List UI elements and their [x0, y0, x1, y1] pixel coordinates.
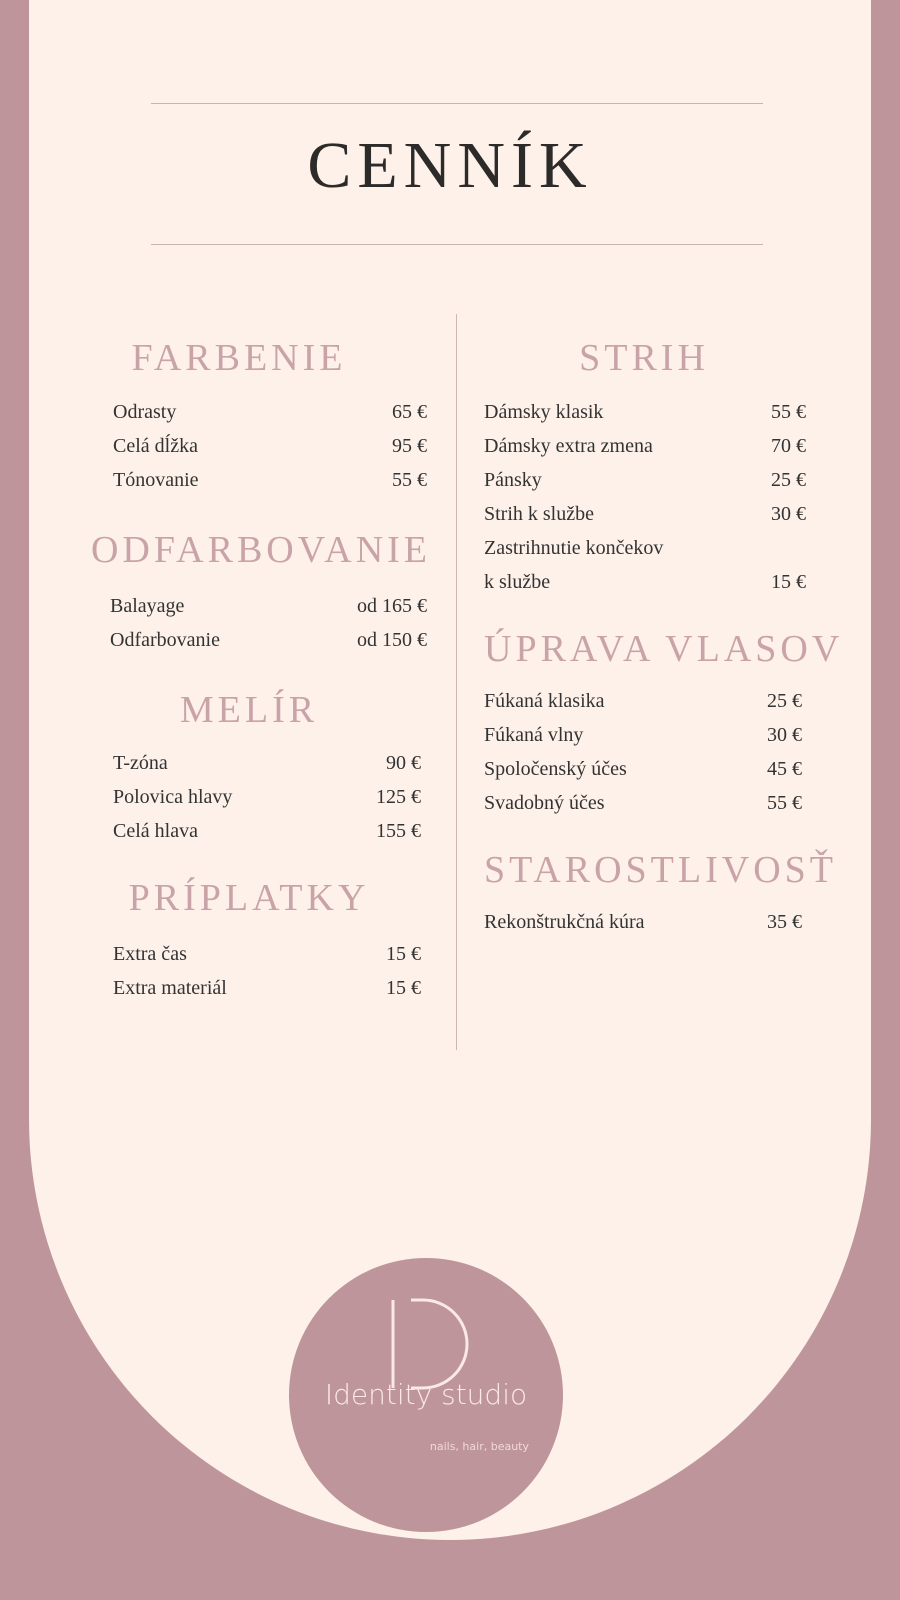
section-title-strih: STRIH	[579, 337, 709, 379]
brand-name: Identity studio	[324, 1378, 528, 1411]
item-name: T-zóna	[113, 752, 168, 774]
item-price: 25 €	[767, 690, 802, 712]
item-name: Celá dĺžka	[113, 435, 198, 457]
price-row	[484, 568, 806, 596]
price-row	[484, 500, 806, 528]
item-price: 95 €	[392, 435, 427, 457]
item-price: 125 €	[376, 786, 421, 808]
item-price: 70 €	[771, 435, 806, 457]
price-row	[484, 432, 806, 460]
item-name: Fúkaná klasika	[484, 690, 605, 712]
section-title-priplatky: PRÍPLATKY	[128, 877, 370, 919]
price-row	[484, 908, 802, 936]
column-divider	[456, 314, 457, 1050]
item-name: Odfarbovanie	[110, 629, 220, 651]
title-top-rule	[151, 103, 763, 104]
item-price: od 150 €	[357, 629, 427, 651]
item-name: Zastrihnutie končekov	[484, 537, 664, 559]
item-price: 55 €	[771, 401, 806, 423]
item-name: Dámsky extra zmena	[484, 435, 653, 457]
price-row	[113, 817, 421, 845]
item-name: Rekonštrukčná kúra	[484, 911, 645, 933]
item-name: Celá hlava	[113, 820, 198, 842]
title-bottom-rule	[151, 244, 763, 245]
price-row	[113, 398, 427, 426]
section-title-odfarbovanie: ODFARBOVANIE	[90, 529, 432, 571]
price-row	[484, 755, 802, 783]
brand-tagline: nails, hair, beauty	[429, 1440, 529, 1453]
item-price: 35 €	[767, 911, 802, 933]
item-price: 30 €	[771, 503, 806, 525]
price-row	[110, 626, 427, 654]
item-price: 25 €	[771, 469, 806, 491]
price-row	[113, 466, 427, 494]
price-row	[113, 940, 421, 968]
page-title: CENNÍK	[307, 129, 593, 202]
item-name: Svadobný účes	[484, 792, 605, 814]
item-price: 15 €	[386, 977, 421, 999]
price-row	[113, 749, 421, 777]
item-name: Fúkaná vlny	[484, 724, 584, 746]
item-price: 15 €	[386, 943, 421, 965]
price-row	[113, 974, 421, 1002]
item-name: Pánsky	[484, 469, 542, 491]
item-name: Polovica hlavy	[113, 786, 233, 808]
item-name: Spoločenský účes	[484, 758, 627, 780]
item-price: 15 €	[771, 571, 806, 593]
id-monogram-icon	[389, 1298, 469, 1390]
item-name: Balayage	[110, 595, 185, 617]
item-price: 45 €	[767, 758, 802, 780]
item-name: Extra materiál	[113, 977, 227, 999]
price-row	[110, 592, 427, 620]
item-name: Tónovanie	[113, 469, 199, 491]
item-name: Strih k službe	[484, 503, 594, 525]
item-price: 55 €	[767, 792, 802, 814]
section-title-farbenie: FARBENIE	[131, 337, 347, 379]
item-price: 155 €	[376, 820, 421, 842]
section-title-uprava-vlasov: ÚPRAVA VLASOV	[484, 628, 844, 670]
item-price: od 165 €	[357, 595, 427, 617]
price-row	[113, 432, 427, 460]
item-price: 90 €	[386, 752, 421, 774]
item-price: 30 €	[767, 724, 802, 746]
item-name: Odrasty	[113, 401, 177, 423]
price-row	[484, 721, 802, 749]
item-name: Dámsky klasik	[484, 401, 604, 423]
price-row	[484, 789, 802, 817]
item-name: Extra čas	[113, 943, 187, 965]
price-row	[113, 783, 421, 811]
price-row	[484, 534, 806, 562]
price-row	[484, 687, 802, 715]
price-row	[484, 398, 806, 426]
section-title-melir: MELÍR	[179, 689, 319, 731]
section-title-starostlivost: STAROSTLIVOSŤ	[484, 849, 837, 891]
price-row	[484, 466, 806, 494]
item-name: k službe	[484, 571, 551, 593]
brand-logo	[289, 1258, 563, 1532]
item-price: 55 €	[392, 469, 427, 491]
item-price: 65 €	[392, 401, 427, 423]
